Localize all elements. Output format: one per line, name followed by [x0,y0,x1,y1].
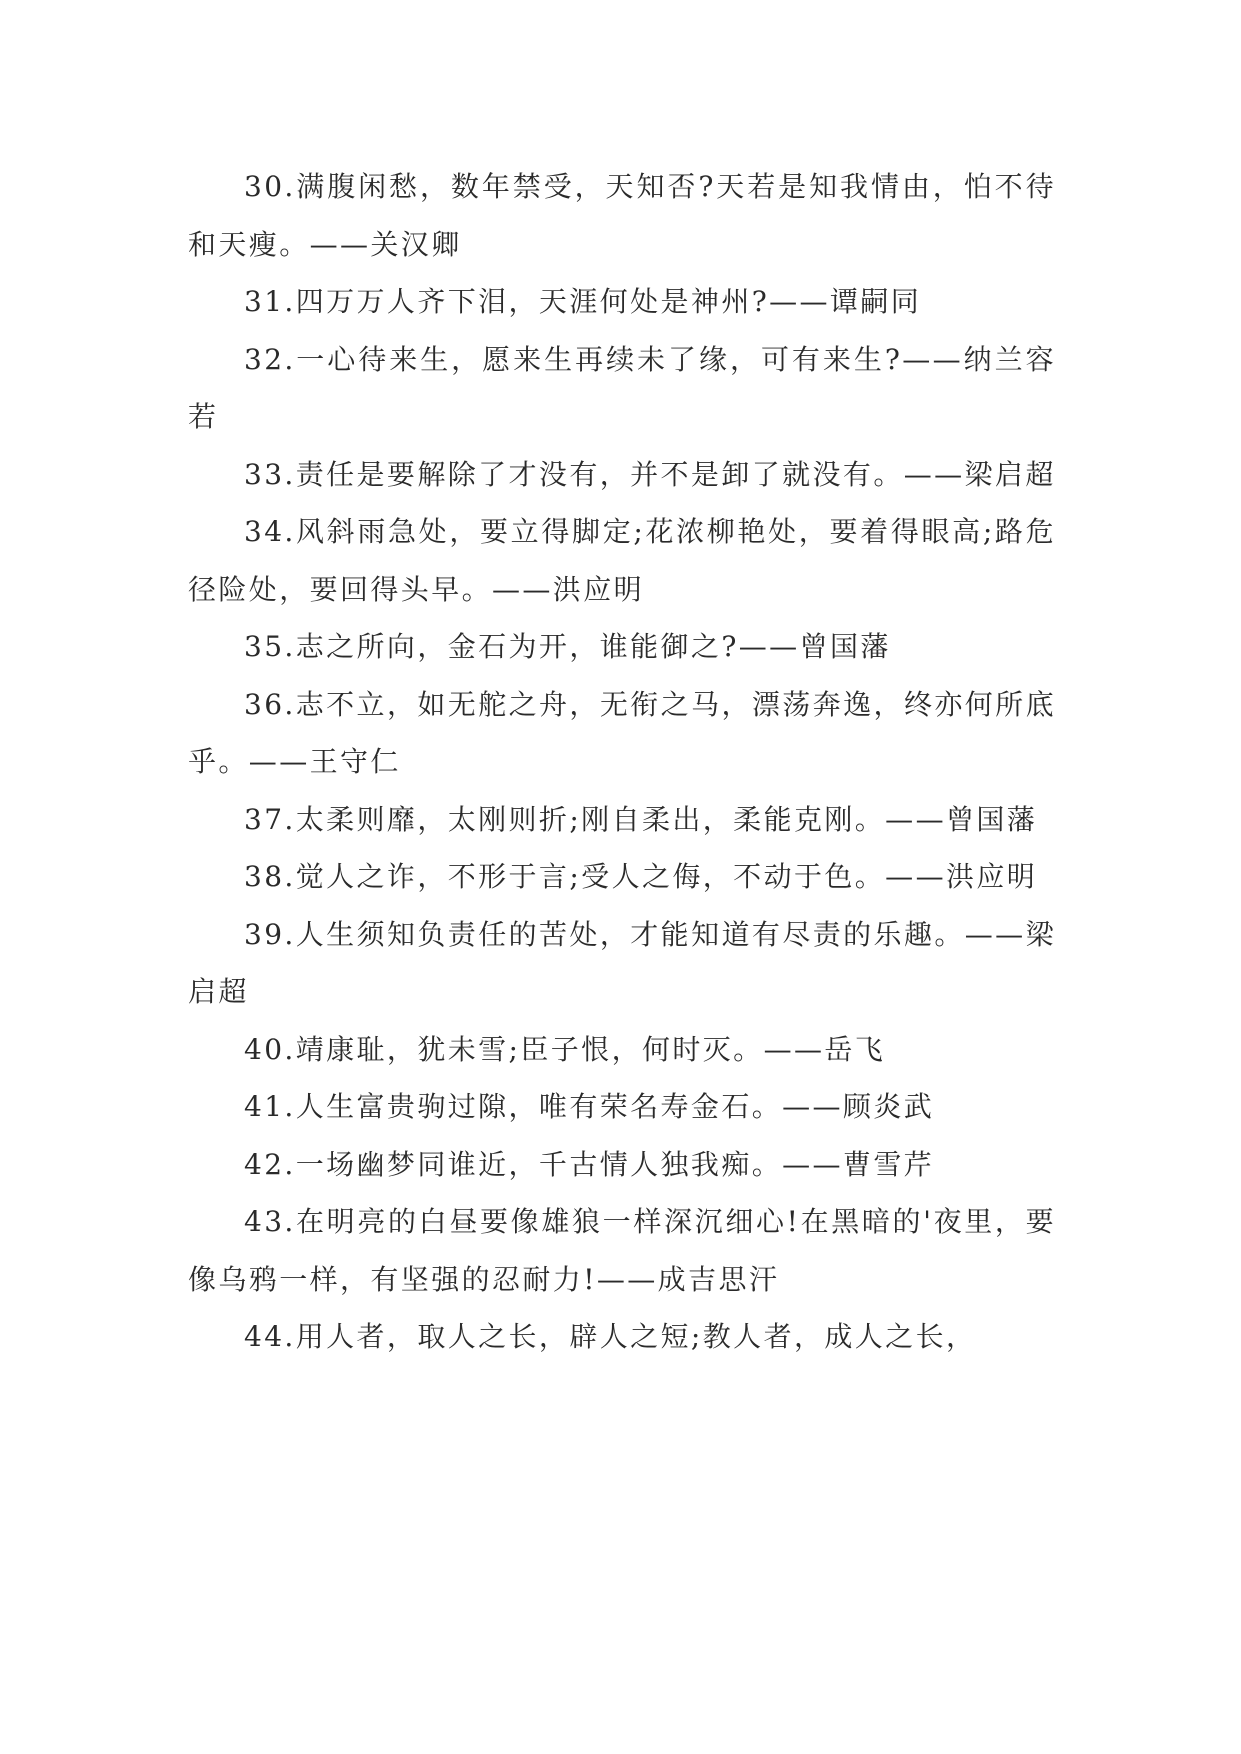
quote-paragraph-38: 38.觉人之诈，不形于言;受人之侮，不动于色。——洪应明 [244,860,1038,893]
quote-paragraph-43: 43.在明亮的白昼要像雄狼一样深沉细心!在黑暗的'夜里，要像乌鸦一样，有坚强的忍耐力!——成吉思汗 [188,1205,1056,1296]
quote-paragraph-44: 44.用人者，取人之长，辟人之短;教人者，成人之长， [244,1320,977,1353]
quote-paragraph-39: 39.人生须知负责任的苦处，才能知道有尽责的乐趣。——梁启超 [188,917,1056,1008]
quote-paragraph-42: 42.一场幽梦同谁近，千古情人独我痴。——曹雪芹 [244,1147,935,1181]
document-body [188,158,1056,1366]
quote-paragraph-36: 36.志不立，如无舵之舟，无衔之马，漂荡奔逸，终亦何所底乎。——王守仁 [188,687,1056,778]
quote-paragraph-33: 33.责任是要解除了才没有，并不是卸了就没有。——梁启超 [244,457,1056,491]
quote-paragraph-32: 32.一心待来生，愿来生再续未了缘，可有来生?——纳兰容若 [188,342,1056,433]
quote-paragraph-37: 37.太柔则靡，太刚则折;刚自柔出，柔能克刚。——曾国藩 [244,802,1038,836]
quote-paragraph-40: 40.靖康耻，犹未雪;臣子恨，何时灭。——岳飞 [244,1032,886,1066]
quote-paragraph-34: 34.风斜雨急处，要立得脚定;花浓柳艳处，要着得眼高;路危径险处，要回得头早。——洪应明 [188,515,1056,606]
quote-paragraph-31: 31.四万万人齐下泪，天涯何处是神州?——谭嗣同 [244,285,922,318]
quote-paragraph-41: 41.人生富贵驹过隙，唯有荣名寿金石。——顾炎武 [244,1090,935,1123]
quote-paragraph-30: 30.满腹闲愁，数年禁受，天知否?天若是知我情由，怕不待和天瘦。——关汉卿 [188,170,1056,261]
quote-paragraph-35: 35.志之所向，金石为开，谁能御之?——曾国藩 [244,630,891,663]
